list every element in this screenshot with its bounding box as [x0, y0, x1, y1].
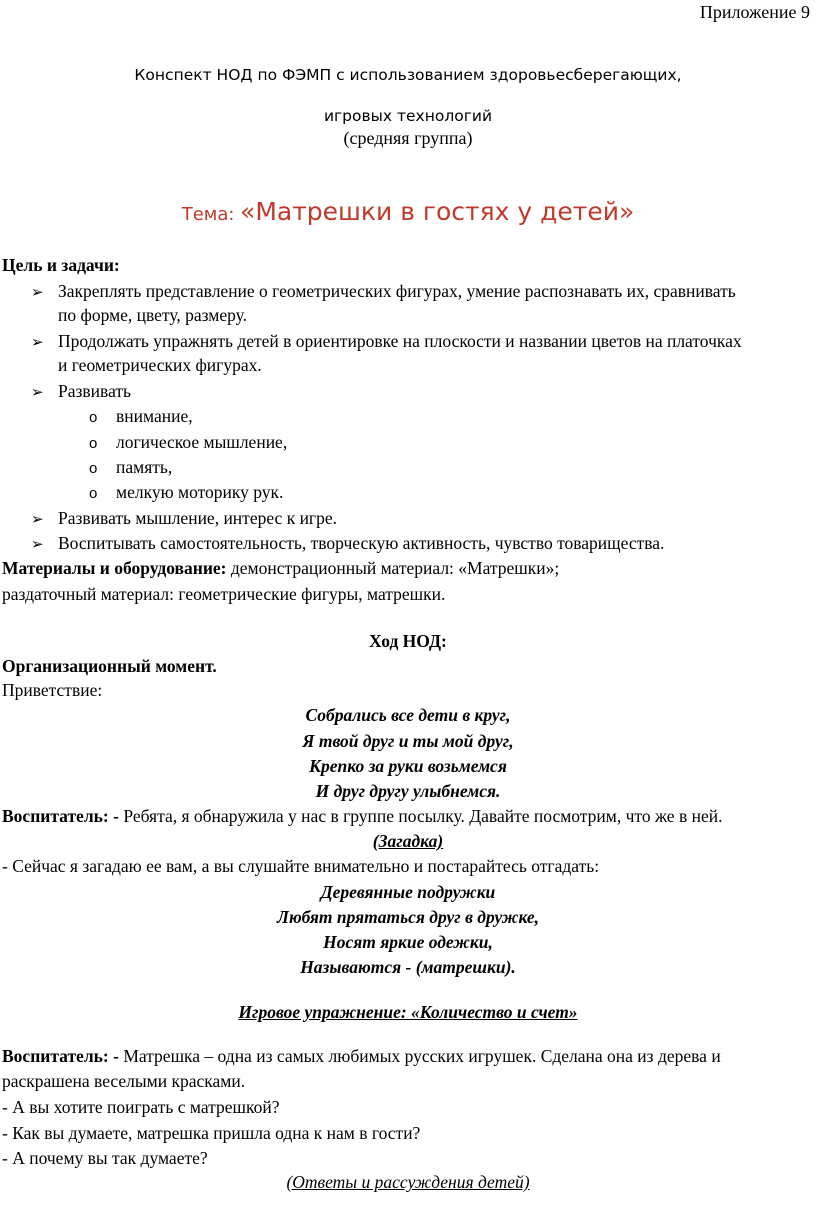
topic-label: Тема:	[181, 204, 235, 225]
sub-bullet-icon: o	[89, 460, 98, 477]
goal-4: Развивать мышление, интерес к игре.	[58, 508, 338, 528]
org-moment: Организационный момент.	[2, 656, 217, 676]
materials-label: Материалы и оборудование:	[2, 558, 227, 578]
course-heading: Ход НОД:	[369, 631, 447, 651]
group-label: (средняя группа)	[343, 128, 473, 148]
materials-line-2: раздаточный материал: геометрические фигуры, матрешки.	[2, 584, 446, 604]
goal-2-line-2: и геометрических фигурах.	[58, 355, 262, 375]
bullet-icon: ➢	[31, 333, 44, 351]
riddle-line: Носят яркие одежки,	[323, 932, 493, 952]
sub-bullet-icon: o	[89, 485, 98, 502]
topic-title: «Матрешки в гостях у детей»	[240, 197, 635, 226]
bullet-icon: ➢	[31, 535, 44, 553]
sub-bullet-icon: o	[89, 435, 98, 452]
goal-3: Развивать	[58, 381, 132, 401]
sub-bullet-icon: o	[89, 409, 98, 426]
poem-line: Собрались все дети в круг,	[305, 705, 511, 725]
riddle-line: Называются - (матрешки).	[300, 957, 516, 977]
bullet-icon: ➢	[31, 510, 44, 528]
develop-item: мелкую моторику рук.	[116, 482, 284, 502]
bullet-icon: ➢	[31, 283, 44, 301]
greeting-label: Приветствие:	[2, 680, 103, 700]
riddle-line: Любят прятаться друг в дружке,	[277, 907, 539, 927]
teacher-label: Воспитатель: -	[2, 1046, 119, 1066]
bullet-icon: ➢	[31, 383, 44, 401]
develop-item: внимание,	[116, 406, 193, 426]
question-line: - Как вы думаете, матрешка пришла одна к нам в гости?	[2, 1123, 421, 1143]
question-line: - А вы хотите поиграть с матрешкой?	[2, 1097, 280, 1117]
goal-1-line-1: Закреплять представление о геометрических фигурах, умение распознавать их, сравнивать	[58, 281, 736, 301]
appendix-label: Приложение 9	[699, 2, 810, 22]
topic-heading	[0, 197, 816, 226]
teacher-label: Воспитатель: -	[2, 806, 119, 826]
game-heading: Игровое упражнение: «Количество и счет»	[238, 1002, 578, 1022]
heading-line-2: игровых технологий	[323, 107, 493, 125]
heading-line-1: Конспект НОД по ФЭМП с использованием здоровьесберегающих,	[134, 66, 682, 84]
materials-text: демонстрационный материал: «Матрешки»;	[226, 558, 560, 578]
goals-heading: Цель и задачи:	[2, 255, 120, 275]
teacher-line-2	[2, 1046, 721, 1067]
teacher-text: Ребята, я обнаружила у нас в группе посылку. Давайте посмотрим, что же в ней.	[118, 806, 723, 826]
poem-line: Я твой друг и ты мой друг,	[302, 731, 514, 751]
goal-5: Воспитывать самостоятельность, творческую активность, чувство товарищества.	[58, 533, 665, 553]
teacher-line-2b: раскрашена веселыми красками.	[2, 1071, 246, 1091]
riddle-intro: - Сейчас я загадаю ее вам, а вы слушайте внимательно и постарайтесь отгадать:	[2, 856, 600, 876]
poem-line: Крепко за руки возьмемся	[309, 756, 507, 776]
teacher-line-1	[2, 806, 722, 827]
riddle-line: Деревянные подружки	[320, 882, 496, 902]
poem-line: И друг другу улыбнемся.	[315, 781, 501, 801]
materials-line-1	[2, 558, 559, 579]
develop-item: логическое мышление,	[116, 432, 288, 452]
develop-item: память,	[116, 457, 173, 477]
question-line: - А почему вы так думаете?	[2, 1148, 208, 1168]
answers-note: (Ответы и рассуждения детей)	[286, 1172, 530, 1192]
teacher-text: Матрешка – одна из самых любимых русских игрушек. Сделана она из дерева и	[118, 1046, 721, 1066]
riddle-label: (Загадка)	[372, 831, 444, 851]
goal-2-line-1: Продолжать упражнять детей в ориентировке на плоскости и названии цветов на платочках	[58, 331, 742, 351]
goal-1-line-2: по форме, цвету, размеру.	[58, 305, 248, 325]
